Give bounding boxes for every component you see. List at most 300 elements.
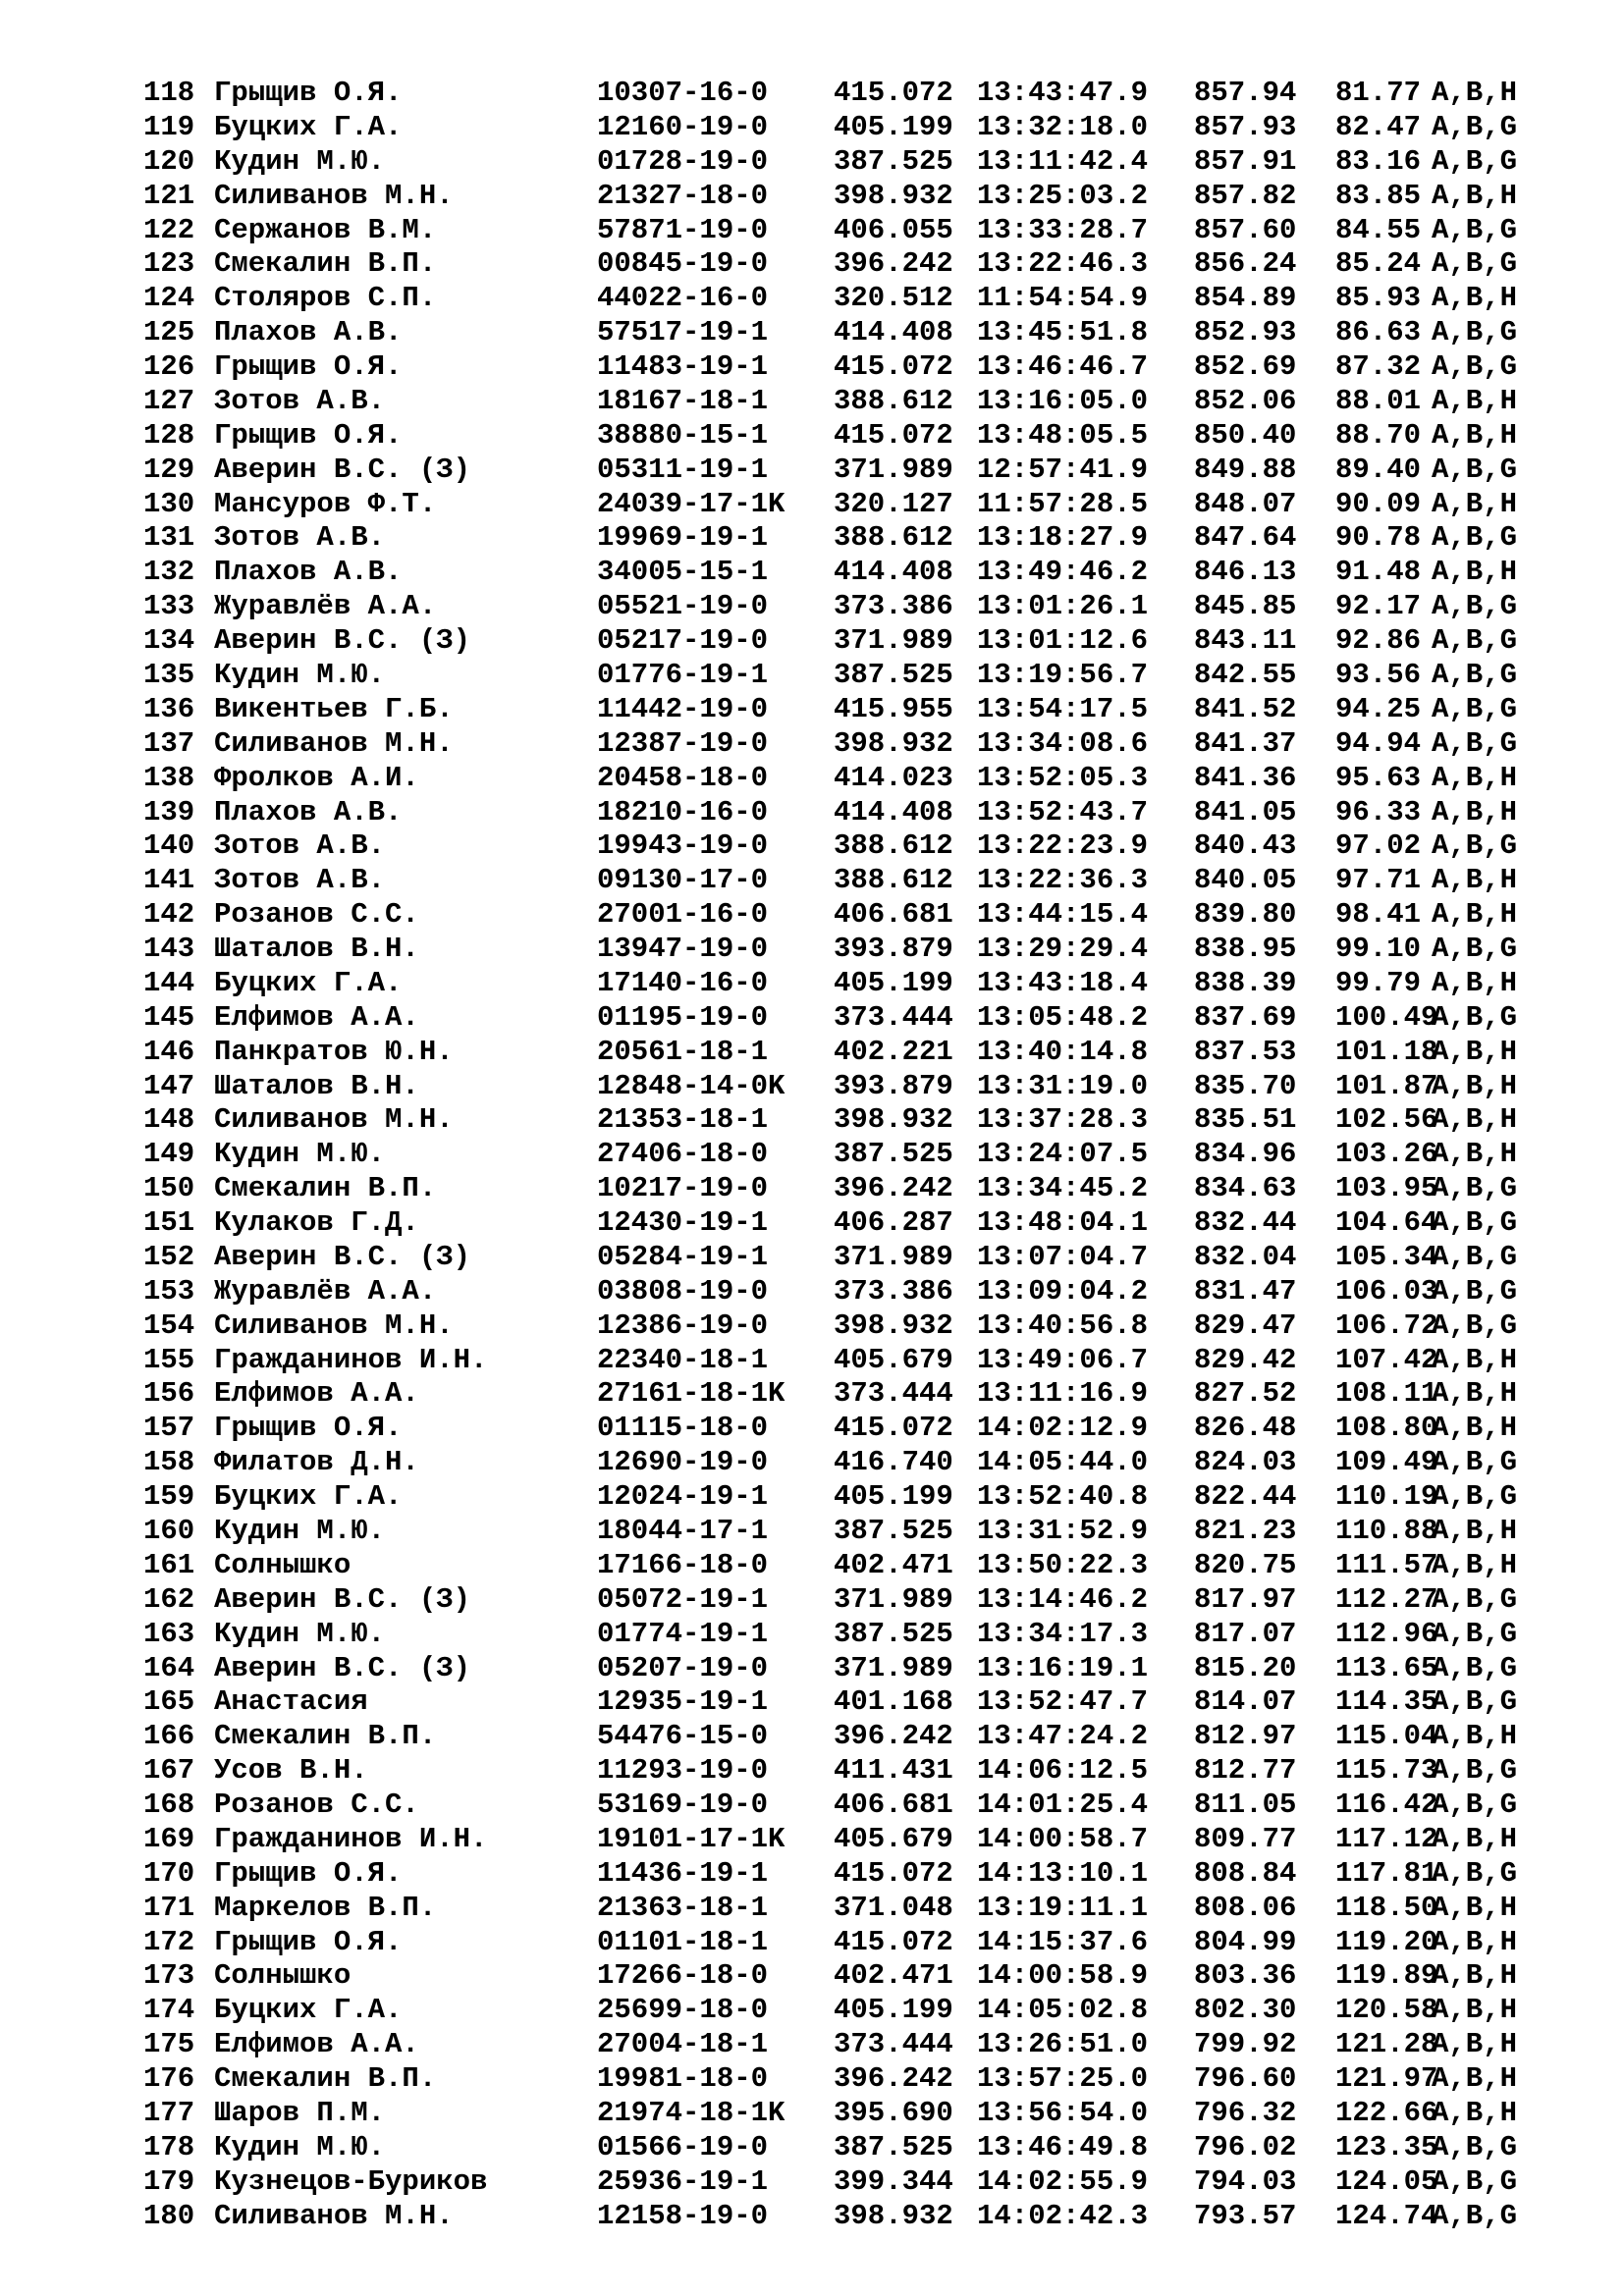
group-codes: A,B,G [1432,1172,1518,1205]
row-number: 180 [143,2199,195,2232]
row-number: 139 [143,795,195,828]
table-row [0,1001,1624,1035]
distance: 405.199 [834,966,953,999]
group-codes: A,B,H [1432,1925,1518,1958]
fancier-name: Силиванов М.Н. [214,726,454,760]
points: 103.26 [1335,1138,1438,1171]
fancier-name: Столяров С.П. [214,282,437,315]
fancier-name: Елфимов А.А. [214,2028,419,2061]
row-number: 150 [143,1172,195,1205]
distance: 398.932 [834,1308,953,1342]
row-number: 156 [143,1377,195,1411]
ring-number: 20458-18-0 [597,761,769,794]
table-row [0,350,1624,384]
distance: 414.408 [834,556,953,589]
distance: 320.127 [834,487,953,520]
points: 117.81 [1335,1856,1438,1890]
points: 112.96 [1335,1617,1438,1650]
arrival-time: 13:48:05.5 [977,418,1149,452]
row-number: 175 [143,2028,195,2061]
distance: 395.690 [834,2096,953,2129]
ring-number: 01101-18-1 [597,1925,769,1958]
distance: 387.525 [834,1515,953,1547]
group-codes: A,B,G [1432,213,1518,246]
arrival-time: 13:22:36.3 [977,864,1149,897]
arrival-time: 12:57:41.9 [977,453,1149,486]
group-codes: A,B,G [1432,350,1518,383]
speed: 857.91 [1194,144,1297,178]
ring-number: 11293-19-0 [597,1754,769,1788]
distance: 387.525 [834,144,953,178]
ring-number: 11483-19-1 [597,350,769,383]
ring-number: 18044-17-1 [597,1515,769,1547]
group-codes: A,B,G [1432,2130,1518,2163]
points: 101.87 [1335,1069,1438,1102]
arrival-time: 13:48:04.1 [977,1206,1149,1239]
group-codes: A,B,G [1432,453,1518,486]
fancier-name: Силиванов М.Н. [214,179,454,212]
arrival-time: 13:05:48.2 [977,1000,1149,1034]
fancier-name: Силиванов М.Н. [214,1103,454,1137]
distance: 415.072 [834,1925,953,1958]
fancier-name: Фролков А.И. [214,761,419,794]
row-number: 118 [143,77,195,109]
group-codes: A,B,G [1432,316,1518,349]
table-row [0,796,1624,829]
row-number: 172 [143,1925,195,1958]
group-codes: A,B,H [1432,761,1518,794]
speed: 838.95 [1194,933,1297,965]
ring-number: 17266-18-0 [597,1959,769,1993]
ring-number: 05217-19-0 [597,624,769,658]
arrival-time: 13:19:56.7 [977,659,1149,691]
fancier-name: Силиванов М.Н. [214,1308,454,1342]
speed: 832.44 [1194,1206,1297,1239]
fancier-name: Смекалин В.П. [214,2062,437,2095]
ring-number: 27406-18-0 [597,1138,769,1171]
speed: 852.69 [1194,350,1297,383]
speed: 796.60 [1194,2062,1297,2095]
group-codes: A,B,H [1432,282,1518,315]
row-number: 153 [143,1274,195,1308]
group-codes: A,B,H [1432,418,1518,452]
table-row [0,1583,1624,1617]
fancier-name: Грыщив О.Я. [214,1925,403,1958]
points: 123.35 [1335,2130,1438,2163]
distance: 402.471 [834,1548,953,1581]
table-row [0,385,1624,418]
points: 109.49 [1335,1446,1438,1479]
ring-number: 18210-16-0 [597,795,769,828]
table-row [0,1446,1624,1479]
table-row [0,1241,1624,1274]
table-row [0,2131,1624,2164]
row-number: 168 [143,1789,195,1821]
distance: 373.386 [834,590,953,623]
points: 118.50 [1335,1891,1438,1924]
row-number: 130 [143,487,195,520]
points: 92.17 [1335,590,1422,623]
ring-number: 10217-19-0 [597,1172,769,1205]
points: 87.32 [1335,350,1422,383]
points: 98.41 [1335,898,1422,932]
row-number: 120 [143,144,195,178]
points: 88.70 [1335,418,1422,452]
row-number: 121 [143,179,195,212]
group-codes: A,B,H [1432,864,1518,897]
ring-number: 01115-18-0 [597,1412,769,1445]
row-number: 171 [143,1891,195,1924]
distance: 396.242 [834,2062,953,2095]
speed: 832.04 [1194,1240,1297,1273]
points: 124.74 [1335,2199,1438,2232]
fancier-name: Буцких Г.А. [214,1480,403,1514]
fancier-name: Солнышко [214,1959,352,1993]
group-codes: A,B,H [1432,1515,1518,1547]
row-number: 149 [143,1138,195,1171]
group-codes: A,B,G [1432,2164,1518,2198]
arrival-time: 13:50:22.3 [977,1548,1149,1581]
fancier-name: Шаталов В.Н. [214,1069,419,1102]
group-codes: A,B,H [1432,556,1518,589]
speed: 857.94 [1194,77,1297,109]
distance: 387.525 [834,1617,953,1650]
arrival-time: 14:05:44.0 [977,1446,1149,1479]
group-codes: A,B,H [1432,1035,1518,1068]
group-codes: A,B,G [1432,1617,1518,1650]
table-row [0,521,1624,555]
points: 89.40 [1335,453,1422,486]
table-row [0,2062,1624,2096]
ring-number: 09130-17-0 [597,864,769,897]
points: 96.33 [1335,795,1422,828]
speed: 848.07 [1194,487,1297,520]
arrival-time: 13:46:49.8 [977,2130,1149,2163]
row-number: 167 [143,1754,195,1788]
fancier-name: Зотов А.В. [214,864,386,897]
speed: 814.07 [1194,1685,1297,1719]
group-codes: A,B,H [1432,1412,1518,1445]
arrival-time: 13:49:06.7 [977,1343,1149,1376]
speed: 827.52 [1194,1377,1297,1411]
group-codes: A,B,H [1432,2028,1518,2061]
table-row [0,214,1624,247]
table-row [0,624,1624,658]
speed: 841.52 [1194,692,1297,725]
points: 92.86 [1335,624,1422,658]
ring-number: 05207-19-0 [597,1651,769,1684]
fancier-name: Викентьев Г.Б. [214,692,454,725]
group-codes: A,B,G [1432,829,1518,863]
row-number: 162 [143,1582,195,1616]
distance: 373.444 [834,2028,953,2061]
distance: 371.048 [834,1891,953,1924]
distance: 405.679 [834,1343,953,1376]
table-row [0,1720,1624,1753]
fancier-name: Зотов А.В. [214,521,386,555]
fancier-name: Панкратов Ю.Н. [214,1035,454,1068]
row-number: 161 [143,1548,195,1581]
fancier-name: Журавлёв А.А. [214,1274,437,1308]
speed: 812.97 [1194,1720,1297,1753]
row-number: 174 [143,1994,195,2027]
table-row [0,1754,1624,1788]
fancier-name: Буцких Г.А. [214,1994,403,2027]
group-codes: A,B,G [1432,1308,1518,1342]
row-number: 170 [143,1856,195,1890]
table-row [0,829,1624,863]
arrival-time: 14:06:12.5 [977,1754,1149,1788]
points: 81.77 [1335,77,1422,109]
table-row [0,111,1624,144]
speed: 835.51 [1194,1103,1297,1137]
distance: 402.471 [834,1959,953,1993]
group-codes: A,B,H [1432,2062,1518,2095]
row-number: 143 [143,933,195,965]
table-row [0,1206,1624,1240]
group-codes: A,B,G [1432,1754,1518,1788]
row-number: 135 [143,659,195,691]
group-codes: A,B,G [1432,2199,1518,2232]
ring-number: 12158-19-0 [597,2199,769,2232]
group-codes: A,B,H [1432,1138,1518,1171]
points: 105.34 [1335,1240,1438,1273]
row-number: 146 [143,1035,195,1068]
row-number: 154 [143,1308,195,1342]
group-codes: A,B,H [1432,1103,1518,1137]
row-number: 160 [143,1515,195,1547]
points: 117.12 [1335,1822,1438,1855]
arrival-time: 14:00:58.9 [977,1959,1149,1993]
group-codes: A,B,H [1432,77,1518,109]
group-codes: A,B,G [1432,1856,1518,1890]
distance: 406.055 [834,213,953,246]
arrival-time: 13:57:25.0 [977,2062,1149,2095]
speed: 831.47 [1194,1274,1297,1308]
ring-number: 17140-16-0 [597,966,769,999]
group-codes: A,B,H [1432,1548,1518,1581]
ring-number: 19943-19-0 [597,829,769,863]
points: 100.49 [1335,1000,1438,1034]
arrival-time: 13:25:03.2 [977,179,1149,212]
speed: 796.32 [1194,2096,1297,2129]
group-codes: A,B,H [1432,1069,1518,1102]
speed: 841.05 [1194,795,1297,828]
speed: 834.63 [1194,1172,1297,1205]
table-row [0,1994,1624,2027]
distance: 396.242 [834,1720,953,1753]
group-codes: A,B,H [1432,966,1518,999]
table-row [0,1685,1624,1719]
row-number: 166 [143,1720,195,1753]
group-codes: A,B,H [1432,2096,1518,2129]
distance: 414.023 [834,761,953,794]
points: 121.97 [1335,2062,1438,2095]
fancier-name: Шаров П.М. [214,2096,386,2129]
arrival-time: 13:14:46.2 [977,1582,1149,1616]
group-codes: A,B,G [1432,659,1518,691]
fancier-name: Аверин В.С. (З) [214,1240,471,1273]
group-codes: A,B,H [1432,898,1518,932]
row-number: 125 [143,316,195,349]
ring-number: 05072-19-1 [597,1582,769,1616]
table-row [0,590,1624,623]
fancier-name: Силиванов М.Н. [214,2199,454,2232]
ring-number: 13947-19-0 [597,933,769,965]
distance: 399.344 [834,2164,953,2198]
ring-number: 34005-15-1 [597,556,769,589]
points: 84.55 [1335,213,1422,246]
speed: 850.40 [1194,418,1297,452]
arrival-time: 13:01:12.6 [977,624,1149,658]
group-codes: A,B,H [1432,487,1518,520]
speed: 796.02 [1194,2130,1297,2163]
table-row [0,1412,1624,1445]
fancier-name: Мансуров Ф.Т. [214,487,437,520]
distance: 415.072 [834,1412,953,1445]
row-number: 136 [143,692,195,725]
row-number: 148 [143,1103,195,1137]
points: 86.63 [1335,316,1422,349]
table-row [0,419,1624,453]
ring-number: 21353-18-1 [597,1103,769,1137]
distance: 415.072 [834,1856,953,1890]
arrival-time: 14:05:02.8 [977,1994,1149,2027]
fancier-name: Кулаков Г.Д. [214,1206,419,1239]
fancier-name: Грыщив О.Я. [214,1412,403,1445]
distance: 415.072 [834,418,953,452]
fancier-name: Смекалин В.П. [214,1720,437,1753]
table-row [0,1036,1624,1069]
arrival-time: 13:31:19.0 [977,1069,1149,1102]
ring-number: 18167-18-1 [597,384,769,417]
arrival-time: 13:56:54.0 [977,2096,1149,2129]
points: 83.85 [1335,179,1422,212]
row-number: 124 [143,282,195,315]
fancier-name: Грыщив О.Я. [214,350,403,383]
distance: 405.199 [834,1994,953,2027]
speed: 803.36 [1194,1959,1297,1993]
arrival-time: 13:11:16.9 [977,1377,1149,1411]
distance: 396.242 [834,247,953,281]
distance: 398.932 [834,726,953,760]
table-row [0,1618,1624,1651]
speed: 847.64 [1194,521,1297,555]
group-codes: A,B,G [1432,624,1518,658]
points: 99.10 [1335,933,1422,965]
row-number: 142 [143,898,195,932]
distance: 406.681 [834,898,953,932]
group-codes: A,B,H [1432,1994,1518,2027]
points: 110.88 [1335,1515,1438,1547]
table-row [0,1652,1624,1685]
arrival-time: 13:43:47.9 [977,77,1149,109]
points: 116.42 [1335,1789,1438,1821]
fancier-name: Плахов А.В. [214,556,403,589]
arrival-time: 13:29:29.4 [977,933,1149,965]
points: 110.19 [1335,1480,1438,1514]
distance: 406.681 [834,1789,953,1821]
table-row [0,1857,1624,1891]
points: 94.25 [1335,692,1422,725]
table-row [0,488,1624,521]
points: 101.18 [1335,1035,1438,1068]
table-row [0,1309,1624,1343]
fancier-name: Грыщив О.Я. [214,418,403,452]
points: 99.79 [1335,966,1422,999]
row-number: 155 [143,1343,195,1376]
group-codes: A,B,G [1432,933,1518,965]
points: 120.58 [1335,1994,1438,2027]
row-number: 133 [143,590,195,623]
arrival-time: 13:34:45.2 [977,1172,1149,1205]
speed: 812.77 [1194,1754,1297,1788]
distance: 387.525 [834,2130,953,2163]
points: 121.28 [1335,2028,1438,2061]
distance: 401.168 [834,1685,953,1719]
speed: 817.97 [1194,1582,1297,1616]
ring-number: 27001-16-0 [597,898,769,932]
arrival-time: 14:02:55.9 [977,2164,1149,2198]
table-row [0,2097,1624,2130]
arrival-time: 11:54:54.9 [977,282,1149,315]
fancier-name: Усов В.Н. [214,1754,368,1788]
points: 90.09 [1335,487,1422,520]
ring-number: 03808-19-0 [597,1274,769,1308]
speed: 829.42 [1194,1343,1297,1376]
speed: 802.30 [1194,1994,1297,2027]
row-number: 169 [143,1822,195,1855]
fancier-name: Грыщив О.Я. [214,77,403,109]
ring-number: 21363-18-1 [597,1891,769,1924]
ring-number: 12024-19-1 [597,1480,769,1514]
points: 113.65 [1335,1651,1438,1684]
fancier-name: Филатов Д.Н. [214,1446,419,1479]
row-number: 163 [143,1617,195,1650]
ring-number: 00845-19-0 [597,247,769,281]
row-number: 134 [143,624,195,658]
points: 82.47 [1335,110,1422,143]
group-codes: A,B,G [1432,1685,1518,1719]
fancier-name: Грыщив О.Я. [214,1856,403,1890]
points: 122.66 [1335,2096,1438,2129]
row-number: 140 [143,829,195,863]
ring-number: 25936-19-1 [597,2164,769,2198]
points: 106.03 [1335,1274,1438,1308]
arrival-time: 14:15:37.6 [977,1925,1149,1958]
table-row [0,762,1624,795]
points: 115.73 [1335,1754,1438,1788]
distance: 387.525 [834,659,953,691]
points: 88.01 [1335,384,1422,417]
distance: 415.072 [834,77,953,109]
speed: 854.89 [1194,282,1297,315]
ring-number: 12430-19-1 [597,1206,769,1239]
speed: 820.75 [1194,1548,1297,1581]
fancier-name: Сержанов В.М. [214,213,437,246]
arrival-time: 13:45:51.8 [977,316,1149,349]
row-number: 158 [143,1446,195,1479]
distance: 371.989 [834,1651,953,1684]
points: 107.42 [1335,1343,1438,1376]
points: 83.16 [1335,144,1422,178]
points: 90.78 [1335,521,1422,555]
group-codes: A,B,G [1432,726,1518,760]
ring-number: 27004-18-1 [597,2028,769,2061]
points: 124.05 [1335,2164,1438,2198]
distance: 411.431 [834,1754,953,1788]
row-number: 179 [143,2164,195,2198]
